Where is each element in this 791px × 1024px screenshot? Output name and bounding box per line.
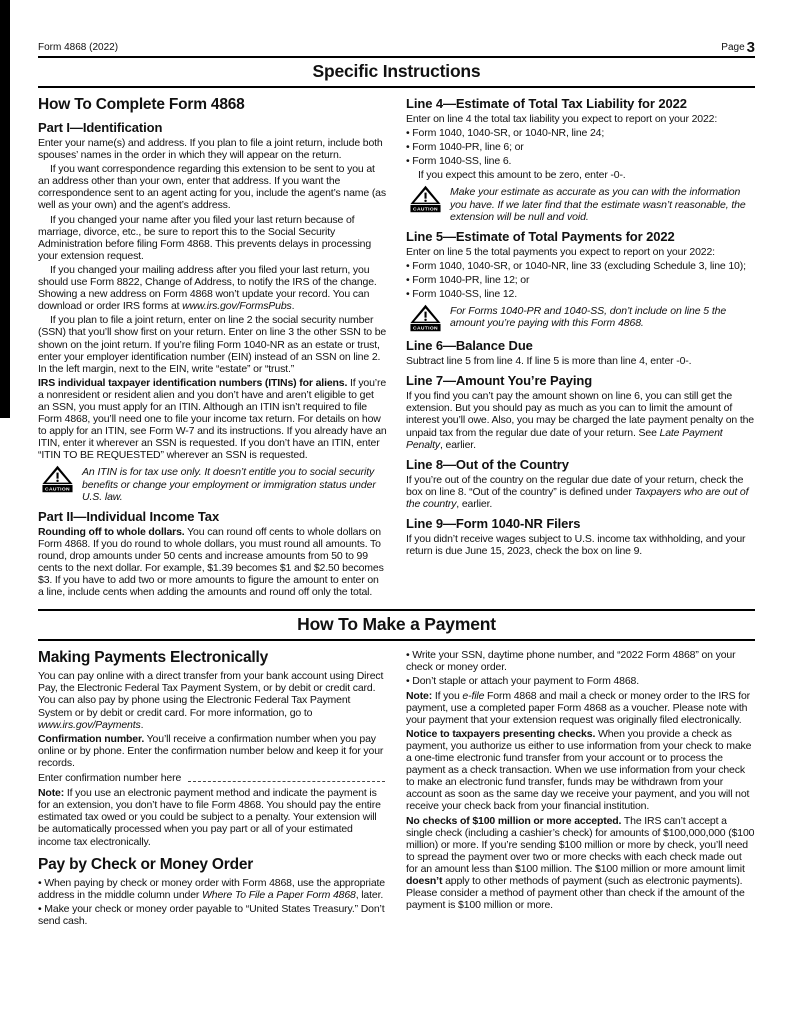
caution-note xyxy=(406,304,755,332)
section-heading xyxy=(406,373,755,388)
text-run: Where To File a Paper Form 4868 xyxy=(202,888,356,901)
text-run: • When paying by check or money order with Form 4868, use the appropriate address in the middle column under xyxy=(38,876,385,901)
instructions-columns xyxy=(38,88,755,600)
paragraph xyxy=(406,355,755,367)
text-run: Line 5—Estimate of Total Payments for 2022 xyxy=(406,228,675,244)
paragraph xyxy=(38,377,387,462)
text-run: Enter on line 5 the total payments you expect to report on your 2022: xyxy=(406,245,715,258)
paragraph xyxy=(38,163,387,211)
text-run: • Write your SSN, daytime phone number, and “2022 Form 4868” on your check or money order. xyxy=(406,649,736,674)
text-run: Line 9—Form 1040-NR Filers xyxy=(406,515,581,531)
text-run: If you find you can’t pay the amount shown on line 6, you can still get the extension. But you should pay as much as you can to limit the amount of interest you’ll owe. Also, you may be charged the late payment penalty on the unpaid tax from the regular due date of your return. See xyxy=(406,390,754,439)
section-heading xyxy=(38,96,387,114)
section-heading xyxy=(406,457,755,472)
text-run: Pay by Check or Money Order xyxy=(38,855,254,873)
section-heading xyxy=(406,516,755,531)
caution-icon xyxy=(410,304,441,332)
paragraph xyxy=(406,246,755,258)
text-run: • Make your check or money order payable to “United States Treasury.” Don’t send cash. xyxy=(38,902,385,927)
bullet-item xyxy=(38,877,387,901)
text-run: You can round off cents to whole dollars on Form 4868. If you do round to whole dollars, you must round all amounts. To round, drop amounts under 50 cents and increase amounts from 50 to 99 cents to the next dollar. For example, $1.39 becomes $1 and $2.50 becomes $3. If you have to add two or more amounts to figure the amount to enter on a line, include cents when adding the amounts and round off only the total. xyxy=(38,525,384,599)
text-run: If you want correspondence regarding this extension to be sent to you at an address other than your own, enter that address. If you want the correspondence sent to an agent acting for you, include the agent’s name (as well as your own) and the agent’s address. xyxy=(38,163,386,212)
paragraph xyxy=(406,390,755,450)
paragraph xyxy=(406,113,755,125)
svg-text:CAUTION: CAUTION xyxy=(413,326,438,332)
paragraph xyxy=(38,214,387,262)
text-run: e-file xyxy=(462,689,485,702)
text-run: • Form 1040, 1040-SR, or 1040-NR, line 33 (excluding Schedule 3, line 10); xyxy=(406,259,746,272)
bullet-item xyxy=(406,260,755,272)
text-run: IRS individual taxpayer identification numbers (ITINs) for aliens. xyxy=(38,376,348,389)
text-run: Part I—Identification xyxy=(38,120,163,135)
bullet-item xyxy=(406,141,755,153)
svg-text:CAUTION: CAUTION xyxy=(45,488,70,494)
caution-icon xyxy=(410,185,441,213)
text-run: Rounding off to whole dollars. xyxy=(38,525,185,538)
paragraph xyxy=(406,533,755,557)
paragraph xyxy=(406,690,755,726)
bullet-item xyxy=(406,649,755,673)
text-run: For Forms 1040-PR and 1040-SS, don’t include on line 5 the amount you’re paying with this Form 4868. xyxy=(450,305,727,330)
text-run: Enter your name(s) and address. If you plan to file a joint return, include both spouses’ names in the order in which they will appear on the return. xyxy=(38,137,383,162)
text-run: Enter on line 4 the total tax liability you expect to report on your 2022: xyxy=(406,113,718,125)
caution-note xyxy=(38,465,387,502)
text-run: If you didn’t receive wages subject to U.S. income tax withholding, and your return is due June 15, 2023, check the box on line 9. xyxy=(406,532,746,558)
payment-left-column xyxy=(38,649,387,929)
page-label: Page xyxy=(721,42,745,53)
section-heading xyxy=(406,96,755,111)
section-heading xyxy=(406,229,755,244)
text-run: You can pay online with a direct transfer from your bank account using Direct Pay, the Electronic Federal Tax Payment System, or by debit or credit card. You can also pay by phone using the Electronic Federal Tax Payment System or by debit or credit card. For more information, go to xyxy=(38,670,384,719)
caution-text xyxy=(82,465,387,502)
text-run: If you changed your mailing address after you filed your last return, you should use Form 8822, Change of Address, to notify the IRS of the change. Showing a new address on Form 4868 won’t update your record. You can download or order IRS forms at xyxy=(38,263,377,313)
svg-text:CAUTION: CAUTION xyxy=(413,208,438,214)
text-run: Subtract line 5 from line 4. If line 5 is more than line 4, enter -0-. xyxy=(406,355,692,368)
section-title-how-to-make-payment: How To Make a Payment xyxy=(38,609,755,641)
section-heading xyxy=(38,649,387,667)
text-run: • Don’t staple or attach your payment to Form 4868. xyxy=(406,675,639,688)
text-run: Taxpayers who are out of the country xyxy=(406,485,749,510)
text-run: Confirmation number. xyxy=(38,732,145,745)
section-heading xyxy=(38,120,387,135)
caution-text xyxy=(450,185,755,222)
page-header xyxy=(38,39,755,58)
paragraph xyxy=(38,670,387,730)
form-id: Form 4868 (2022) xyxy=(38,42,119,53)
text-run: If you plan to file a joint return, enter on line 2 the social security number (SSN) that you’ll show first on your return. Enter on line 3 the other SSN to be shown on the joint return. If you’re filing Form 1040-NR as an estate or trust, enter your employer identification number (EIN) instead of an SSN on line 2. In the left margin, next to the EIN, write “estate” or “trust.” xyxy=(38,314,387,375)
section-title-specific-instructions: Specific Instructions xyxy=(38,58,755,88)
text-run: www.irs.gov/FormsPubs xyxy=(182,300,292,313)
paragraph xyxy=(406,474,755,510)
text-run: If you expect this amount to be zero, enter -0-. xyxy=(418,169,626,182)
text-run: If you’re out of the country on the regular due date of your return, check the box on line 8. “Out of the country” is defined under xyxy=(406,473,744,498)
text-run: • Form 1040-SS, line 6. xyxy=(406,155,512,168)
text-run: • Form 1040-SS, line 12. xyxy=(406,288,517,301)
text-run: • Form 1040-PR, line 12; or xyxy=(406,273,530,286)
text-run: Note: xyxy=(406,689,433,702)
text-run: . xyxy=(291,300,295,313)
text-run: , later. xyxy=(355,888,384,901)
scan-artifact-bar xyxy=(0,0,10,418)
text-run: Notice to taxpayers presenting checks. xyxy=(406,727,596,740)
section-heading xyxy=(406,338,755,353)
text-run: , earlier. xyxy=(456,497,493,510)
text-run: www.irs.gov/Payments xyxy=(38,718,141,731)
text-run: Form 4868 and mail a check or money order to the IRS for payment, use a completed paper Form 4868 as a voucher. Please note with your payment that your extension request was originally filed electronically. xyxy=(406,689,751,726)
paragraph xyxy=(38,787,387,847)
text-run: How To Complete Form 4868 xyxy=(38,96,245,113)
text-run: You’ll receive a confirmation number when you pay online or by phone. Enter the confirmation number below and keep it for your records. xyxy=(38,732,384,769)
section-heading xyxy=(38,856,387,874)
text-run: If you changed your name after you filed your last return because of marriage, divorce, etc., be sure to report this to the Social Security Administration before filing Form 4868. This prevents delays in processing your extension request. xyxy=(38,213,372,262)
payment-right-column xyxy=(406,649,755,929)
caution-note xyxy=(406,185,755,222)
confirmation-number-line xyxy=(38,772,387,784)
paragraph xyxy=(38,264,387,312)
text-run: Line 4—Estimate of Total Tax Liability for 2022 xyxy=(406,96,687,111)
text-run: An ITIN is for tax use only. It doesn’t entitle you to social security benefits or change your employment or immigration status under U.S. law. xyxy=(82,466,376,503)
text-run: Making Payments Electronically xyxy=(38,649,269,667)
bullet-item xyxy=(406,274,755,286)
text-run: Make your estimate as accurate as you can with the information you have. If we later find that the estimate wasn’t reasonable, the extension will be null and void. xyxy=(450,186,746,223)
text-run: If you’re a nonresident or resident alien and you don’t have and aren’t eligible to get an SSN, you must apply for an ITIN. Although an ITIN isn’t required to file Form 4868, you’ll need one to file your income tax return. For details on how to apply for an ITIN, see Form W-7 and its instructions. If you already have an ITIN, enter it wherever an SSN is requested. If you don’t have an ITIN, enter “ITIN TO BE REQUESTED” wherever an SSN is requested. xyxy=(38,376,387,462)
confirmation-label: Enter confirmation number here xyxy=(38,772,182,785)
page-number: 3 xyxy=(746,39,755,56)
page-indicator xyxy=(721,39,755,56)
bullet-item xyxy=(406,127,755,139)
payment-columns xyxy=(38,641,755,929)
caution-text xyxy=(450,304,755,329)
paragraph xyxy=(38,314,387,374)
text-run: The IRS can’t accept a single check (including a cashier’s check) for amounts of $100,000,000 ($100 million) or more. If you’re sending $100 million or more by check, you’ll need to spread the payment over two or more checks with each check made out for an amount less than $100 million. The $100 million or more amount limit xyxy=(406,814,755,875)
text-run: Note: xyxy=(38,787,65,800)
paragraph xyxy=(406,728,755,813)
text-run: Line 8—Out of the Country xyxy=(406,456,569,472)
text-run: Line 6—Balance Due xyxy=(406,338,533,354)
bullet-item xyxy=(406,288,755,300)
instructions-right-column xyxy=(406,96,755,600)
bullet-item xyxy=(406,675,755,687)
text-run: apply to other methods of payment (such as electronic payments). Please consider a method of payment other than check if the amount of the payment is $100 million or more. xyxy=(406,874,745,912)
paragraph xyxy=(38,733,387,769)
bullet-item xyxy=(406,155,755,167)
text-run: Line 7—Amount You’re Paying xyxy=(406,373,593,389)
bullet-item xyxy=(38,903,387,927)
text-run: . xyxy=(140,718,144,731)
caution-icon xyxy=(42,465,73,493)
text-run: If you use an electronic payment method and indicate the payment is for an extension, you don’t have to file Form 4868. You should pay the entire estimated tax owed or you could be subject to a penalty. Your extension will be automatically processed when you pay part or all of your estimated income tax electronically. xyxy=(38,787,381,848)
instructions-left-column xyxy=(38,96,387,600)
text-run: • Form 1040-PR, line 6; or xyxy=(406,141,524,154)
text-run: Late Payment Penalty xyxy=(406,426,723,451)
text-run: doesn’t xyxy=(406,874,443,887)
paragraph xyxy=(406,815,755,912)
text-run: , earlier. xyxy=(439,438,476,451)
text-run: When you provide a check as payment, you authorize us either to use information from your check to make a one-time electronic fund transfer from your account or to process the payment as a check transaction. When we use information from your check to make an electronic fund transfer, funds may be withdrawn from your account as soon as the same day we receive your payment, and you will not receive your check back from your financial institution. xyxy=(406,727,752,813)
paragraph xyxy=(38,526,387,599)
text-run: • Form 1040, 1040-SR, or 1040-NR, line 24; xyxy=(406,127,605,140)
paragraph xyxy=(406,169,755,181)
text-run: If you xyxy=(432,689,463,702)
text-run: No checks of $100 million or more accepted. xyxy=(406,814,622,827)
paragraph xyxy=(38,137,387,161)
section-heading xyxy=(38,509,387,524)
confirmation-entry-blank xyxy=(188,780,385,782)
text-run: Part II—Individual Income Tax xyxy=(38,508,220,524)
